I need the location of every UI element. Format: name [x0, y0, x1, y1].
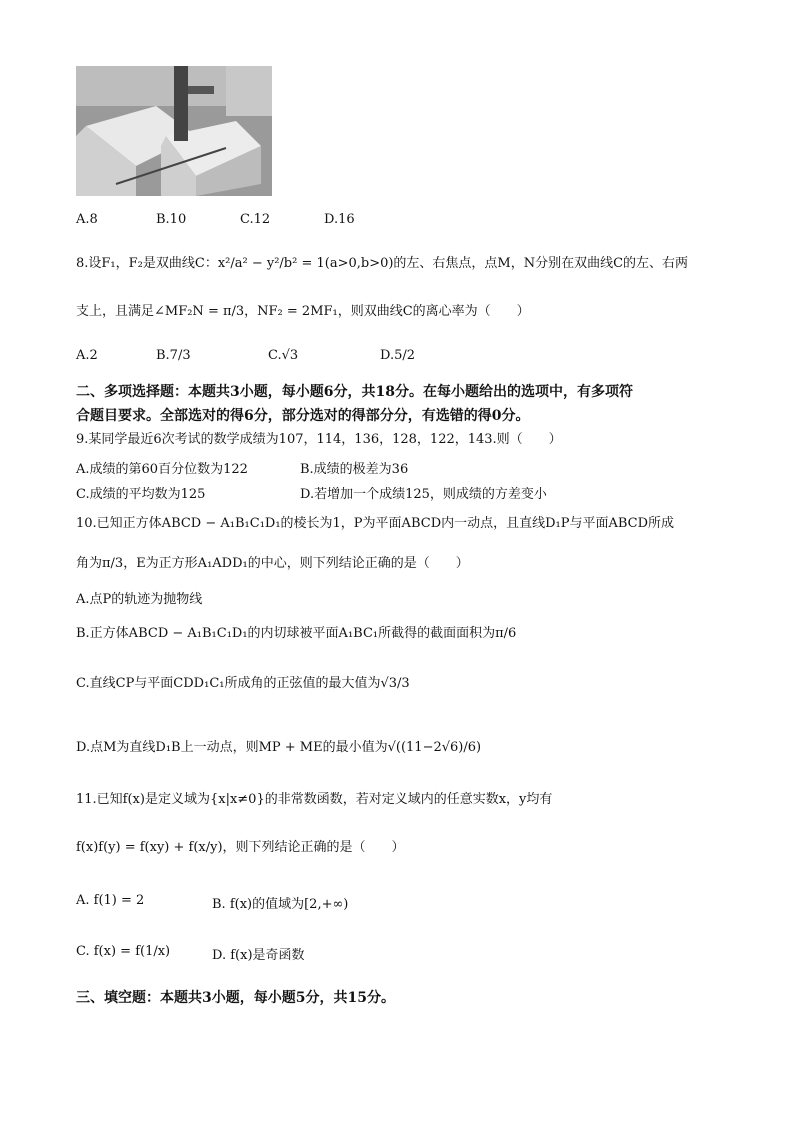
q7-option-c: C.12 [240, 212, 271, 227]
q8-stem-line2: 支上，且满足∠MF₂N = π/3，NF₂ = 2MF₁，则双曲线C的离心率为（ ） [76, 304, 530, 319]
q10-stem-line2: 角为π/3，E为正方形A₁ADD₁的中心，则下列结论正确的是（ ） [76, 556, 469, 571]
q9-option-d: D.若增加一个成绩125，则成绩的方差变小 [300, 487, 547, 502]
question-photo [76, 66, 272, 196]
q9-option-b: B.成绩的极差为36 [300, 462, 409, 477]
section2-heading-line1: 二、多项选择题：本题共3小题，每小题6分，共18分。在每小题给出的选项中，有多项符 [76, 384, 633, 400]
q11-option-c: C. f(x) = f(1/x) [76, 944, 171, 959]
q11-option-b: B. f(x)的值域为[2,+∞) [212, 897, 349, 912]
q9-stem: 9.某同学最近6次考试的数学成绩为107，114，136，128，122，143.则（ ） [76, 432, 562, 447]
section2-heading-line2: 合题目要求。全部选对的得6分，部分选对的得部分分，有选错的得0分。 [76, 408, 530, 424]
q9-option-a: A.成绩的第60百分位数为122 [76, 462, 248, 477]
q10-option-b: B.正方体ABCD − A₁B₁C₁D₁的内切球被平面A₁BC₁所截得的截面面积为π/6 [76, 626, 517, 641]
q9-option-c: C.成绩的平均数为125 [76, 487, 206, 502]
q10-option-d: D.点M为直线D₁B上一动点，则MP + ME的最小值为√((11−2√6)/6) [76, 740, 482, 755]
q10-stem-line1: 10.已知正方体ABCD − A₁B₁C₁D₁的棱长为1，P为平面ABCD内一动点，且直线D₁P与平面ABCD所成 [76, 516, 675, 531]
q11-stem-line1: 11.已知f(x)是定义域为{x|x≠0}的非常数函数，若对定义域内的任意实数x，y均有 [76, 792, 553, 807]
q11-option-d: D. f(x)是奇函数 [212, 948, 305, 963]
q11-option-a: A. f(1) = 2 [76, 893, 145, 908]
q10-option-c: C.直线CP与平面CDD₁C₁所成角的正弦值的最大值为√3/3 [76, 676, 410, 691]
q7-option-b: B.10 [156, 212, 187, 227]
q8-stem-line1: 8.设F₁，F₂是双曲线C：x²/a² − y²/b² = 1(a>0,b>0)的左、右焦点，点M，N分别在双曲线C的左、右两 [76, 256, 689, 271]
q7-option-d: D.16 [324, 212, 355, 227]
q11-stem-line2: f(x)f(y) = f(xy) + f(x/y)，则下列结论正确的是（ ） [76, 840, 405, 855]
q10-option-a: A.点P的轨迹为抛物线 [76, 592, 203, 607]
section3-heading: 三、填空题：本题共3小题，每小题5分，共15分。 [76, 990, 395, 1006]
q8-option-d: D.5/2 [380, 348, 416, 363]
q7-option-a: A.8 [76, 212, 98, 227]
q8-option-c: C.√3 [268, 348, 299, 363]
q8-option-b: B.7/3 [156, 348, 191, 363]
q8-option-a: A.2 [76, 348, 98, 363]
